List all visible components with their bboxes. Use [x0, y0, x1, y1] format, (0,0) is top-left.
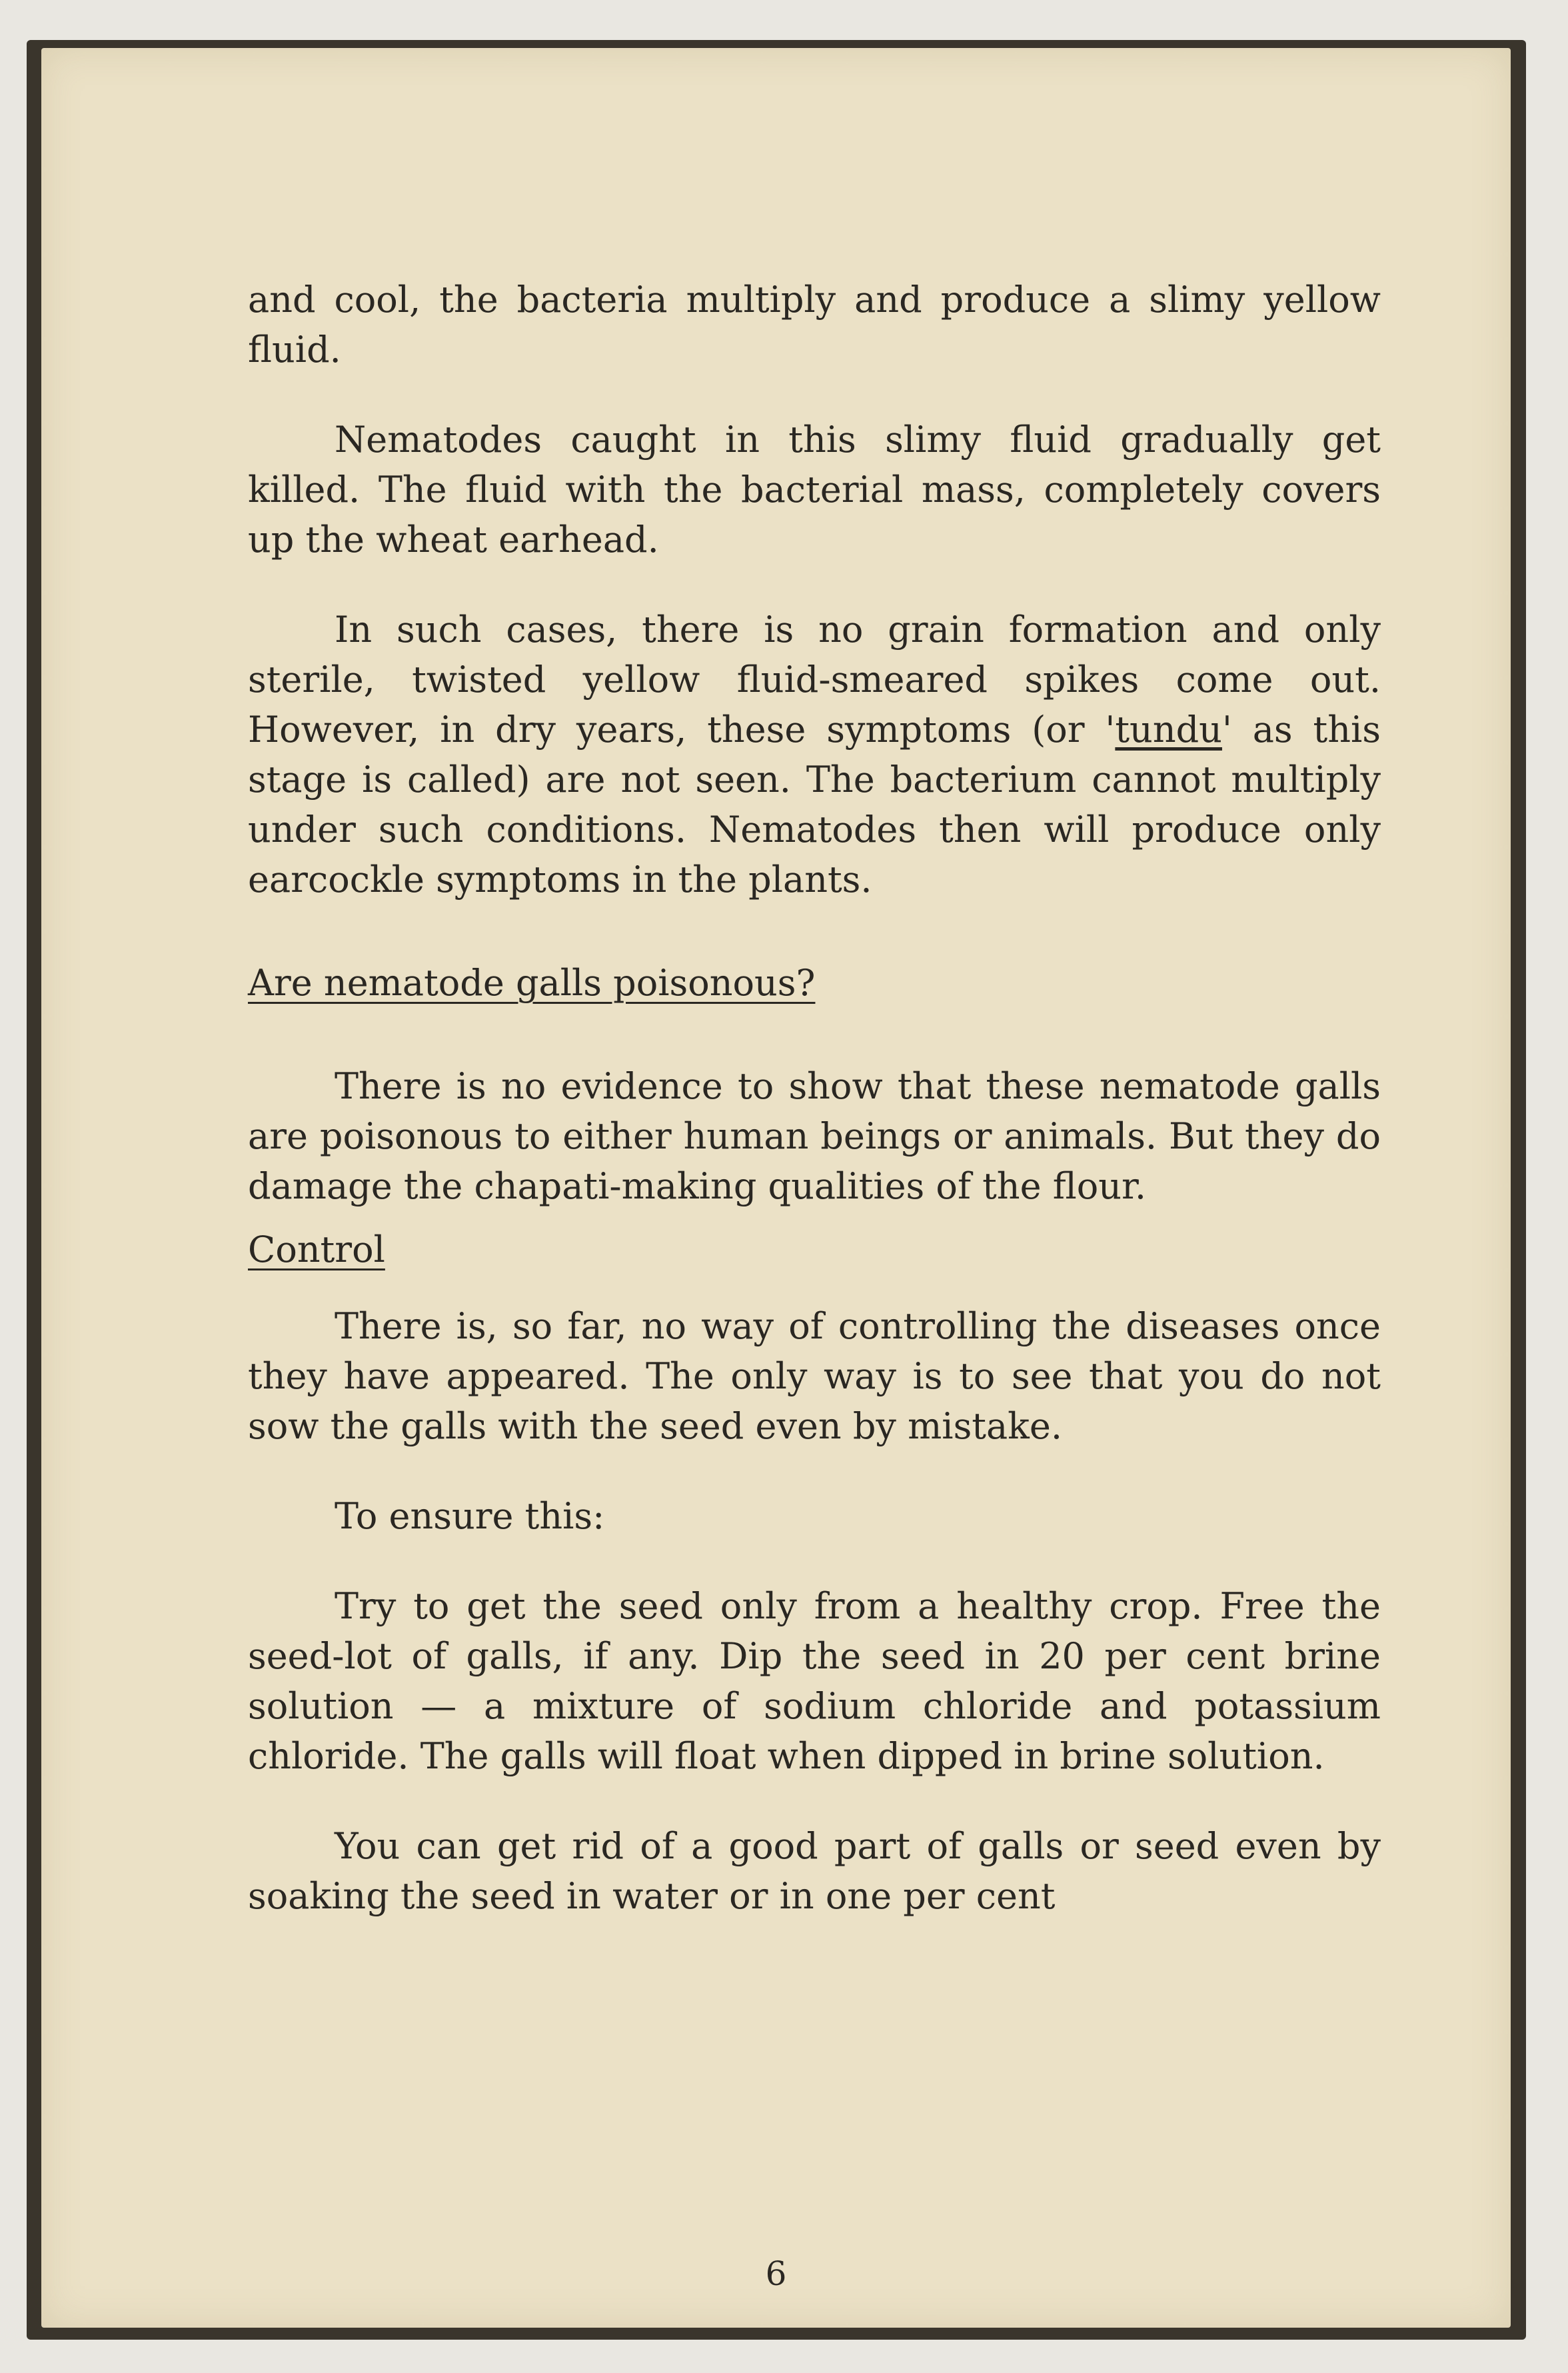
paragraph-no-evidence: There is no evidence to show that these nematode galls are poisonous to either human beings or animals. But they do damage the chapati-making qualities of the flour. — [248, 1065, 1381, 1207]
page-number: 6 — [765, 2254, 787, 2293]
paragraph-healthy-seed: Try to get the seed only from a healthy crop. Free the seed-lot of galls, if any. Dip the seed in 20 per cent brine solution — a mixture of sodium chloride and potassium chloride. The galls will float when dipped in brine solution. — [248, 1585, 1381, 1777]
heading-galls-poisonous: Are nematode galls poisonous? — [248, 962, 816, 1004]
paragraph-ensure-this: To ensure this: — [335, 1495, 605, 1537]
paragraph-tundu-symptoms — [248, 605, 1381, 905]
heading-control: Control — [248, 1228, 385, 1270]
tundu-term: tundu — [1115, 709, 1222, 751]
paragraph-bacteria-fluid: and cool, the bacteria multiply and produce a slimy yellow fluid. — [248, 279, 1381, 371]
document-page — [41, 48, 1511, 2328]
paragraph-nematodes-killed: Nematodes caught in this slimy fluid gradually get killed. The fluid with the bacterial mass, completely covers up the wheat earhead. — [248, 419, 1381, 561]
paragraph-soaking-seed: You can get rid of a good part of galls or seed even by soaking the seed in water or in one per cent — [248, 1825, 1381, 1917]
paragraph-text: In such cases, there is no grain formation and only sterile, twisted yellow fluid-smeared spikes come out. However, in dry years, these symptoms (or ' — [248, 609, 1381, 751]
page-text — [248, 275, 1381, 1921]
paragraph-no-control: There is, so far, no way of controlling the diseases once they have appeared. The only way is to see that you do not sow the galls with the seed even by mistake. — [248, 1305, 1381, 1447]
paragraph-text: ' as this stage is called) are not seen. The bacterium cannot multiply under such conditions. Nematodes then will produce only earcockle symptoms in the plants. — [248, 709, 1381, 901]
